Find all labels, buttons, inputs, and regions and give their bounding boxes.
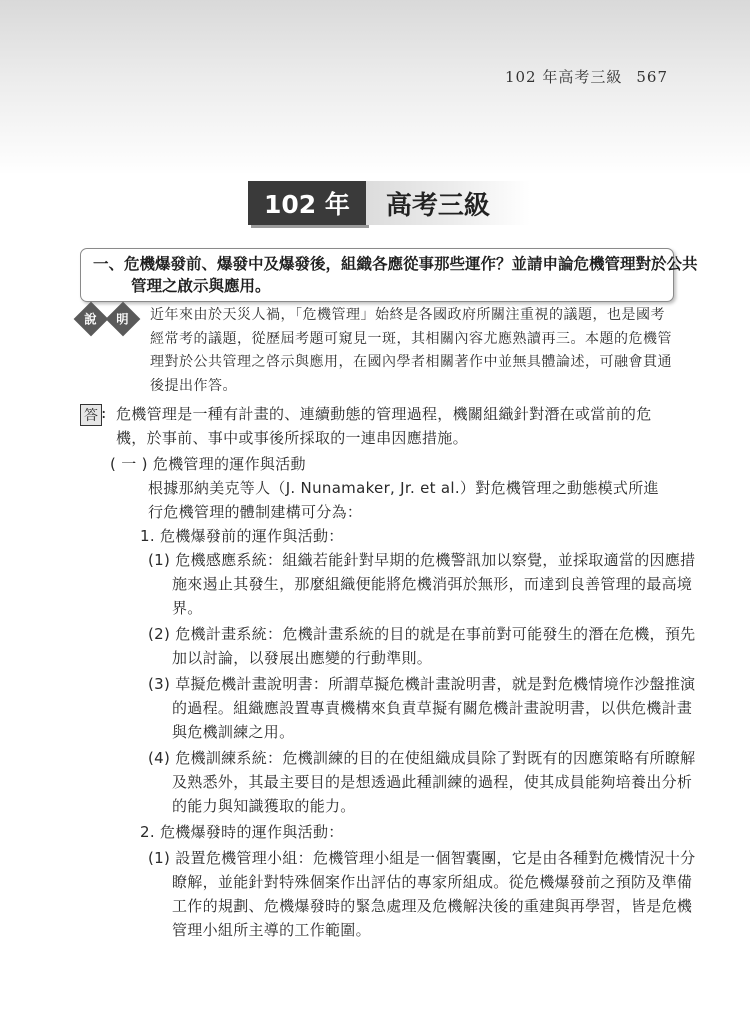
chapter-title-banner [248,181,530,225]
section1-intro: 根據那納美克等人（J. Nunamaker, Jr. et al.）對危機管理之動態模式所進行危機管理的體制建構可分為： [148,479,659,521]
sub1-item-1: (1) 危機感應系統：組織若能針對早期的危機警訊加以察覺，並採取適當的因應措施來遏止其發生，那麼組織便能將危機消弭於無形，而達到良善管理的最高境界。 [148,551,696,617]
running-header [505,66,668,87]
answer-mark: 答 [80,404,102,426]
running-title: 102 年高考三級 [504,68,623,86]
badge-char-2: 明 [106,302,141,337]
sub1-heading: 1. 危機爆發前的運作與活動： [140,527,344,545]
question-box [80,248,698,302]
question-text: 一、危機爆發前、爆發中及爆發後，組織各應從事那些運作？並請申論危機管理對於公共管理之啟示與應用。 [93,255,698,295]
title-main: 高考三級 [366,181,530,225]
answer-intro: 危機管理是一種有計畫的、連續動態的管理過程，機關組織針對潛在或當前的危機，於事前、事中或事後所採取的一連串因應措施。 [116,405,652,447]
explanation-text: 近年來由於天災人禍，「危機管理」始終是各國政府所關注重視的議題，也是國考經常考的議題，從歷屆考題可窺見一斑，其相關內容尤應熟讀再三。本題的危機管理對於公共管理之啓示與應用，在國內學者相關著作中並無具體論述，可融會貫通後提出作答。 [150,307,672,394]
badge-char-1: 說 [74,302,109,337]
title-year: 102 年 [248,181,366,225]
sub2-item-1: (1) 設置危機管理小組：危機管理小組是一個智囊團，它是由各種對危機情況十分瞭解，並能針對特殊個案作出評估的專家所組成。從危機爆發前之預防及準備工作的規劃、危機爆發時的緊急處理及危機解決後的重建與再學習，皆是危機管理小組所主導的工作範圍。 [148,849,696,939]
sub1-item-3: (3) 草擬危機計畫說明書：所謂草擬危機計畫說明書，就是對危機情境作沙盤推演的過程。組織應設置專責機構來負責草擬有關危機計畫說明書，以供危機計畫與危機訓練之用。 [148,675,696,741]
answer-colon-icon: : [101,403,107,422]
sub2-heading: 2. 危機爆發時的運作與活動： [140,823,344,841]
page-number: 567 [636,68,668,86]
sub1-item-2: (2) 危機計畫系統：危機計畫系統的目的就是在事前對可能發生的潛在危機，預先加以討論，以發展出應變的行動準則。 [148,625,696,667]
explanation-badge [76,304,140,334]
sub1-item-4: (4) 危機訓練系統：危機訓練的目的在使組織成員除了對既有的因應策略有所瞭解及熟悉外，其最主要目的是想透過此種訓練的過程，使其成員能夠培養出分析的能力與知識獲取的能力。 [148,749,696,815]
section1-heading: ( 一 ) 危機管理的運作與活動 [110,455,306,473]
header-band [0,0,750,175]
